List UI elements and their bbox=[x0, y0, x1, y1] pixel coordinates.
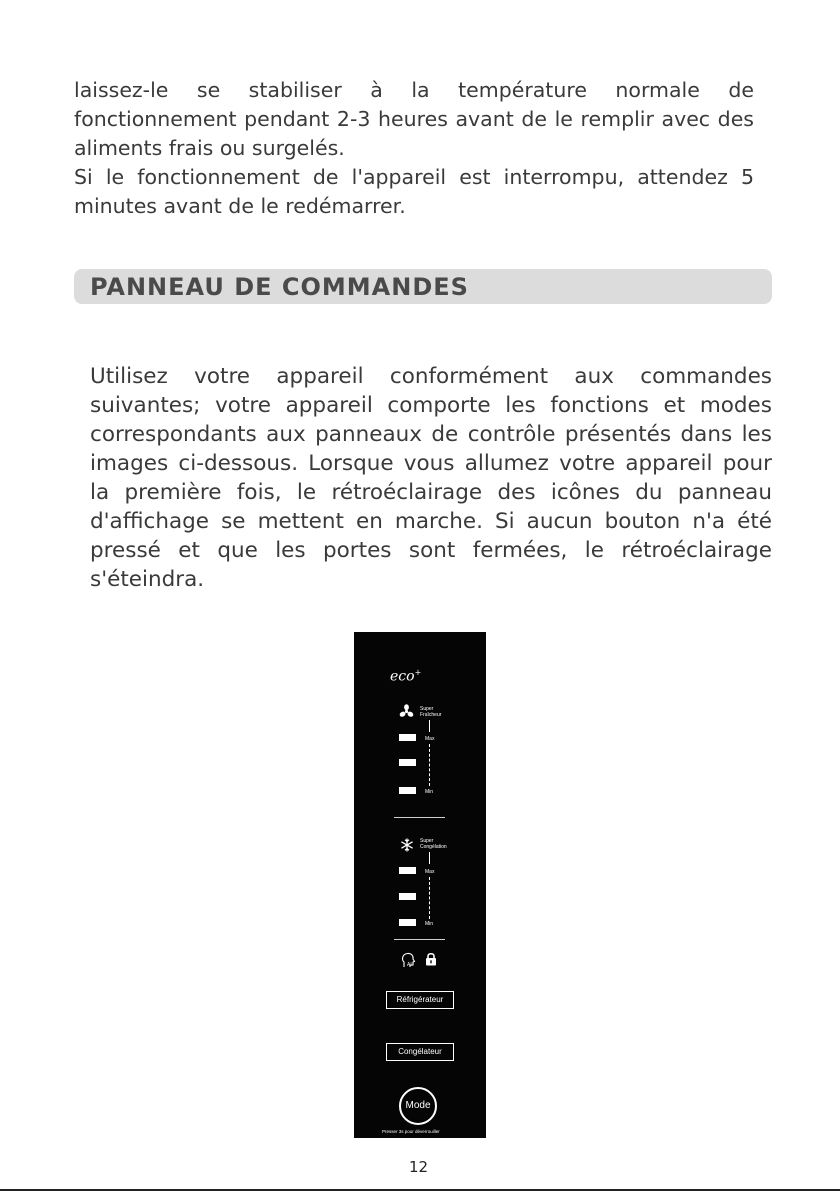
fridge-led-max bbox=[399, 734, 416, 741]
freezer-button: Congélateur bbox=[386, 1043, 454, 1061]
freezer-led-min bbox=[399, 919, 416, 926]
panel-separator-2 bbox=[394, 939, 445, 940]
eco-logo-text: eco bbox=[390, 668, 415, 685]
intro-paragraph-2: Si le fonctionnement de l'appareil est interrompu, attendez 5 minutes avant de le redémarrer. bbox=[74, 165, 754, 218]
fridge-led-min bbox=[399, 787, 416, 794]
section-body: Utilisez votre appareil conformément aux commandes suivantes; votre appareil comporte les fonctions et modes correspondants aux panneaux de contrôle présentés dans les images ci-dessous. Lorsque vous allumez votre appareil pour la première fois, le rétroéclairage des icônes du panneau d'affichage se mettent en marche. Si aucun bouton n'a été pressé et que les portes sont fermées, le rétroéclairage s'éteindra. bbox=[90, 364, 772, 592]
freezer-led-max bbox=[399, 867, 416, 874]
fridge-button: Réfrigérateur bbox=[386, 991, 454, 1009]
fan-icon bbox=[399, 704, 414, 719]
freezer-min-label: Min bbox=[425, 921, 434, 927]
intro-paragraph-1: laissez-le se stabiliser à la température normale de fonctionnement pendant 2-3 heures avant de le remplir avec des aliments frais ou surgelés. bbox=[74, 78, 754, 160]
unlock-hint: Presser 3s pour déverrouiller bbox=[382, 1129, 440, 1134]
freezer-super-label bbox=[420, 838, 447, 850]
bottom-rule bbox=[0, 1189, 840, 1191]
section-header-bar bbox=[74, 269, 772, 304]
fridge-level-line bbox=[429, 720, 430, 732]
freezer-super-line2: Congélation bbox=[420, 844, 447, 850]
control-panel-image bbox=[354, 632, 486, 1138]
eco-logo bbox=[390, 668, 421, 685]
ai-label: AI bbox=[407, 962, 412, 968]
fridge-led-mid bbox=[399, 759, 416, 766]
freezer-max-label: Max bbox=[425, 869, 435, 875]
freezer-level-line bbox=[429, 852, 430, 864]
intro-text bbox=[74, 76, 754, 221]
freezer-level-dashes bbox=[429, 877, 430, 919]
freezer-led-mid bbox=[399, 893, 416, 900]
page-number: 12 bbox=[409, 1158, 429, 1176]
eco-logo-plus: + bbox=[414, 668, 422, 677]
fridge-super-line1: Super bbox=[420, 706, 434, 712]
panel-separator-1 bbox=[394, 817, 445, 818]
fridge-super-line2: Fraîcheur bbox=[420, 712, 442, 718]
fridge-level-dashes bbox=[429, 744, 430, 786]
fridge-min-label: Min bbox=[425, 789, 434, 795]
mode-button: Mode bbox=[399, 1087, 437, 1125]
fridge-max-label: Max bbox=[425, 736, 435, 742]
section-title: PANNEAU DE COMMANDES bbox=[90, 273, 469, 301]
snowflake-icon bbox=[400, 838, 414, 852]
lock-icon bbox=[425, 952, 437, 966]
fridge-super-label bbox=[420, 706, 441, 718]
freezer-super-line1: Super bbox=[420, 838, 434, 844]
